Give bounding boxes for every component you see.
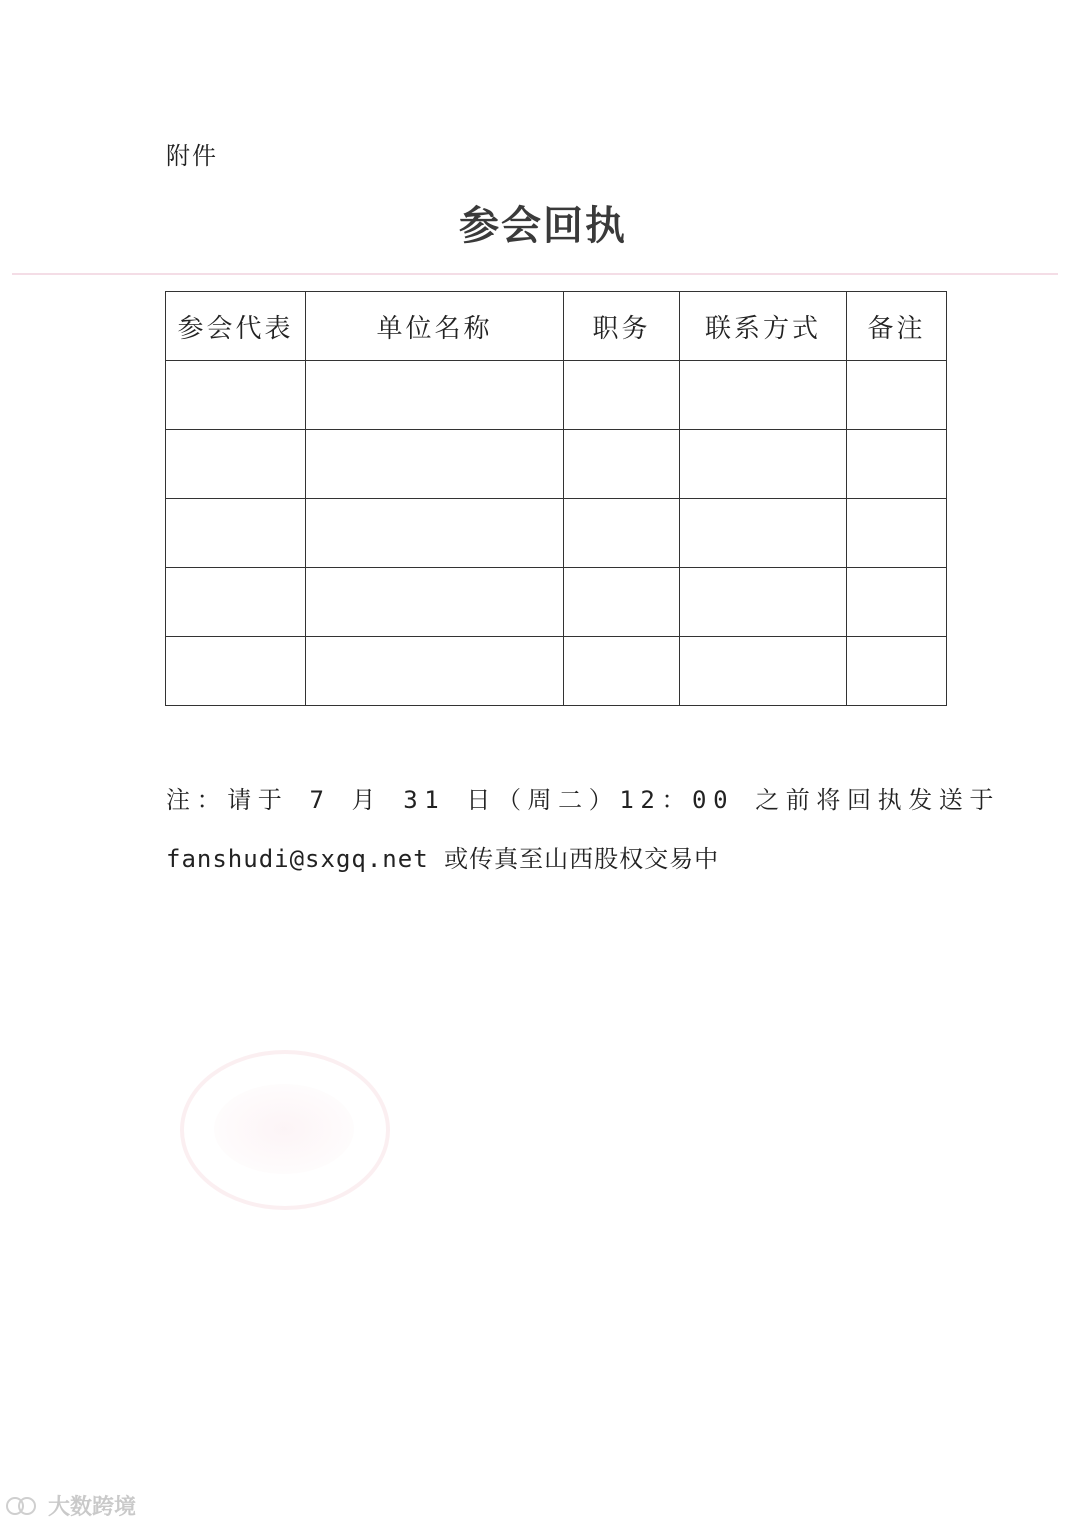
table-row	[166, 568, 947, 637]
table-cell[interactable]	[166, 499, 306, 568]
table-cell[interactable]	[306, 568, 564, 637]
table-row	[166, 637, 947, 706]
table-row	[166, 499, 947, 568]
table-cell[interactable]	[680, 430, 847, 499]
table-cell[interactable]	[847, 499, 947, 568]
table-row	[166, 361, 947, 430]
watermark-text: 大数跨境	[48, 1495, 137, 1520]
table-cell[interactable]	[847, 430, 947, 499]
table-cell[interactable]	[847, 568, 947, 637]
header-remarks: 备注	[847, 292, 947, 361]
table-cell[interactable]	[166, 430, 306, 499]
table-cell[interactable]	[306, 637, 564, 706]
header-position: 职务	[564, 292, 680, 361]
table-cell[interactable]	[166, 637, 306, 706]
faded-seal-stamp	[180, 1050, 390, 1210]
note-line-2: fanshudi@sxgq.net 或传真至山西股权交易中	[166, 845, 720, 873]
header-contact: 联系方式	[680, 292, 847, 361]
logo-circles-icon	[6, 1494, 42, 1518]
table-row	[166, 430, 947, 499]
table-cell[interactable]	[564, 499, 680, 568]
scan-divider-line	[12, 273, 1058, 275]
seal-inner	[214, 1084, 354, 1174]
table-cell[interactable]	[306, 430, 564, 499]
submission-note	[166, 780, 1000, 874]
table-header-row	[166, 292, 947, 361]
table-cell[interactable]	[847, 361, 947, 430]
table-cell[interactable]	[680, 499, 847, 568]
table-cell[interactable]	[564, 637, 680, 706]
header-organization: 单位名称	[306, 292, 564, 361]
watermark	[6, 1490, 136, 1521]
reply-form-table	[165, 291, 947, 706]
table-cell[interactable]	[306, 361, 564, 430]
table-cell[interactable]	[680, 361, 847, 430]
attachment-label: 附件	[166, 142, 218, 170]
table-cell[interactable]	[564, 430, 680, 499]
table-cell[interactable]	[847, 637, 947, 706]
table-cell[interactable]	[166, 361, 306, 430]
table-cell[interactable]	[166, 568, 306, 637]
header-representative: 参会代表	[166, 292, 306, 361]
table-cell[interactable]	[564, 568, 680, 637]
note-line-1: 注：请于 7 月 31 日（周二）12：00 之前将回执发送于	[166, 786, 1000, 814]
table-cell[interactable]	[306, 499, 564, 568]
table-cell[interactable]	[680, 637, 847, 706]
table-cell[interactable]	[680, 568, 847, 637]
table-cell[interactable]	[564, 361, 680, 430]
document-title: 参会回执	[459, 202, 627, 249]
